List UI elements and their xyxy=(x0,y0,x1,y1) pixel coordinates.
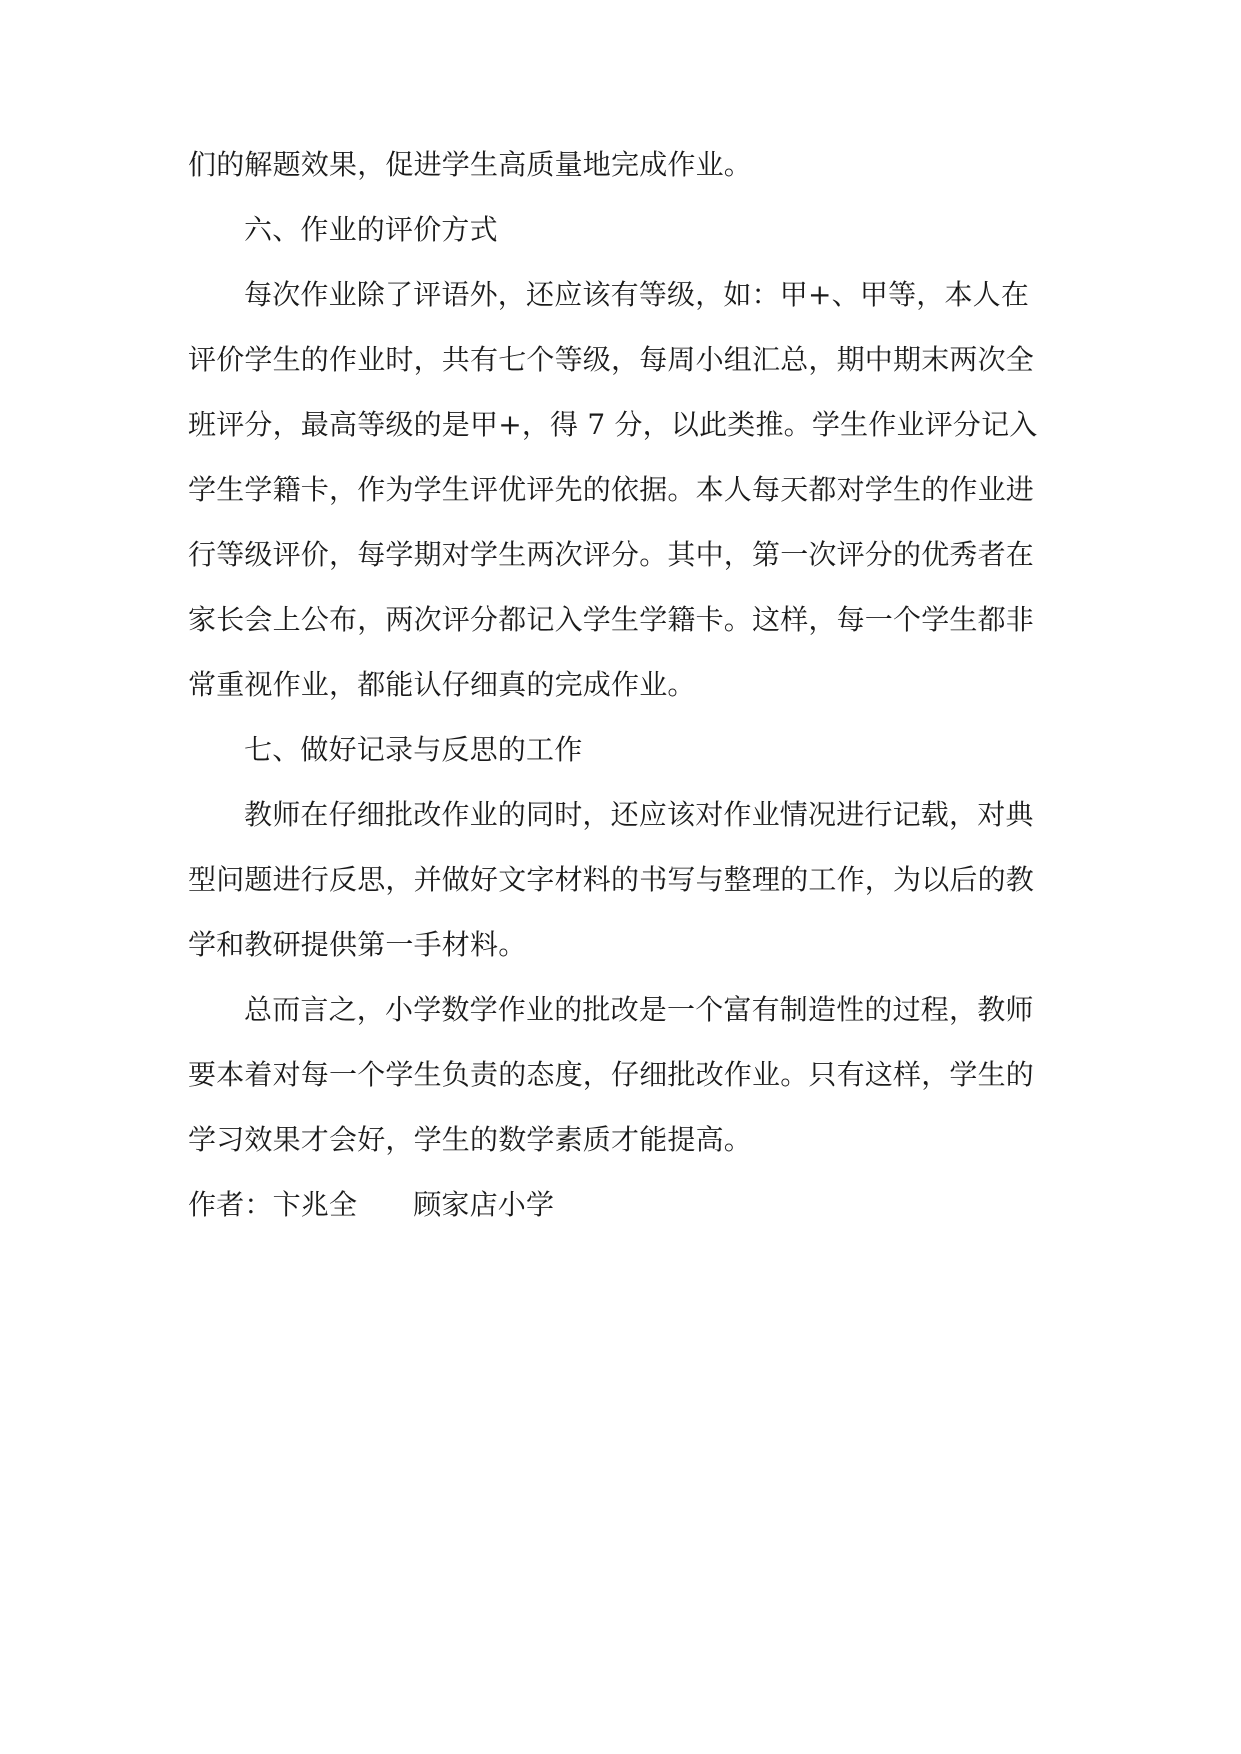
text-line: 家长会上公布，两次评分都记入学生学籍卡。这样，每一个学生都非 xyxy=(188,603,1035,636)
text-line: 型问题进行反思，并做好文字材料的书写与整理的工作，为以后的教 xyxy=(188,863,1035,896)
text-line: 学生学籍卡，作为学生评优评先的依据。本人每天都对学生的作业进 xyxy=(188,473,1035,506)
text-line: 学和教研提供第一手材料。 xyxy=(188,928,527,961)
text-line: 们的解题效果，促进学生高质量地完成作业。 xyxy=(188,148,753,181)
text-line: 每次作业除了评语外，还应该有等级，如：甲+、甲等，本人在 xyxy=(244,278,1030,311)
text-line: 行等级评价，每学期对学生两次评分。其中，第一次评分的优秀者在 xyxy=(188,538,1035,571)
text-line: 总而言之，小学数学作业的批改是一个富有制造性的过程，教师 xyxy=(244,993,1034,1026)
section-heading-6: 六、作业的评价方式 xyxy=(244,213,498,246)
text-line: 评价学生的作业时，共有七个等级，每周小组汇总，期中期末两次全 xyxy=(188,343,1035,376)
text-line: 学习效果才会好，学生的数学素质才能提高。 xyxy=(188,1123,753,1156)
document-body xyxy=(188,132,1056,1237)
text-line: 要本着对每一个学生负责的态度，仔细批改作业。只有这样，学生的 xyxy=(188,1058,1035,1091)
author-line xyxy=(188,1172,1056,1237)
text-line: 常重视作业，都能认仔细真的完成作业。 xyxy=(188,668,696,701)
section-heading-7: 七、做好记录与反思的工作 xyxy=(244,733,583,766)
author-school: 顾家店小学 xyxy=(413,1188,555,1221)
text-line: 教师在仔细批改作业的同时，还应该对作业情况进行记载，对典 xyxy=(244,798,1034,831)
author-name: 作者：卞兆全 xyxy=(188,1188,358,1221)
text-line: 班评分，最高等级的是甲+，得 7 分，以此类推。学生作业评分记入 xyxy=(188,408,1038,441)
